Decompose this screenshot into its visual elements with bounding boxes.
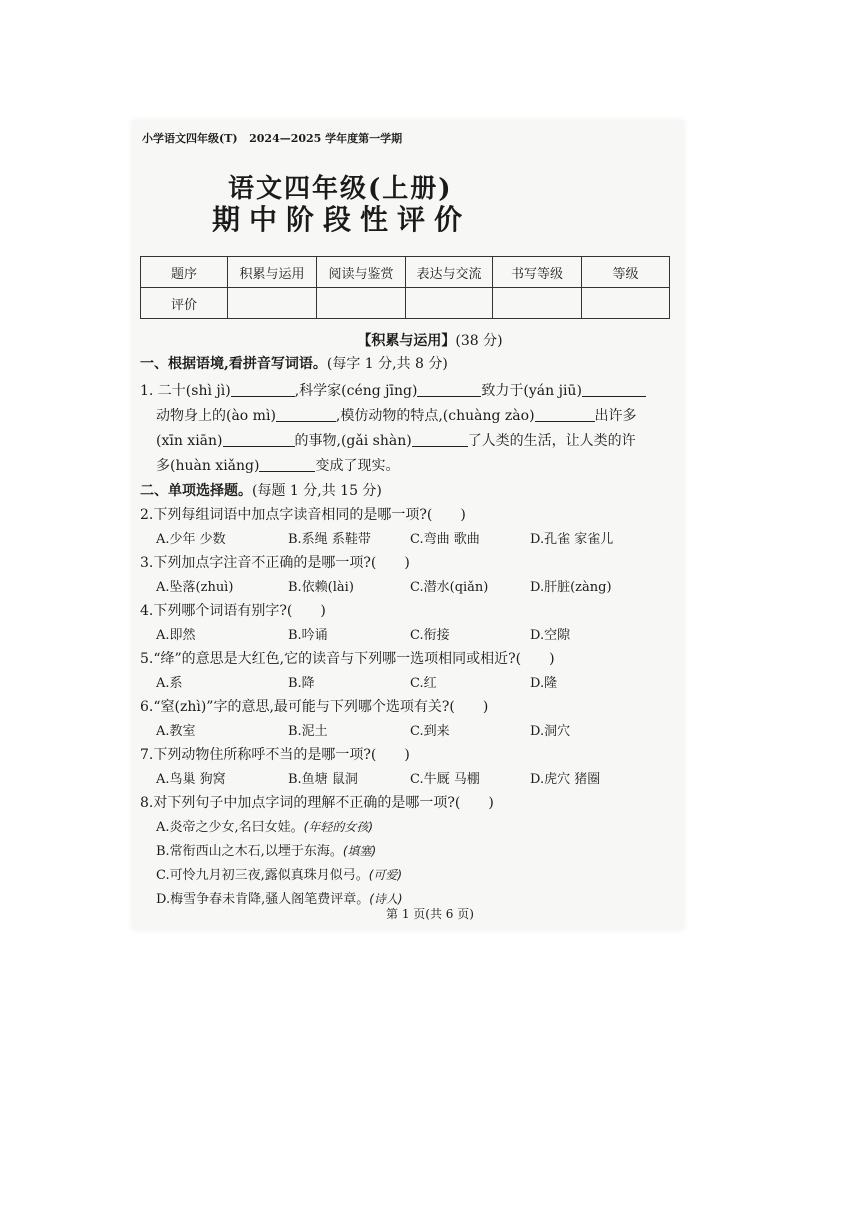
- q4-option-a[interactable]: A.即然: [156, 628, 196, 643]
- score-cell: 题序: [141, 257, 228, 288]
- q1-text: 多(huàn xiǎng): [156, 458, 260, 474]
- q1-line-2: [156, 405, 637, 425]
- q4-option-d[interactable]: D.空隙: [530, 628, 571, 643]
- q7-option-a[interactable]: A.鸟巢 狗窝: [156, 772, 226, 787]
- section-heading: [0, 330, 860, 350]
- part2-note: (每题 1 分,共 15 分): [252, 483, 382, 499]
- header-grade: 小学语文四年级(T): [142, 132, 238, 145]
- q8-option-note: (年轻的女孩): [303, 820, 374, 834]
- title-line-2: 期中阶段性评价: [212, 203, 472, 236]
- q4-option-c[interactable]: C.衔接: [410, 628, 450, 643]
- q1-text: ,科学家(céng jīng): [294, 383, 418, 399]
- q2-option-a[interactable]: A.少年 少数: [156, 532, 226, 547]
- q2-option-d[interactable]: D.孔雀 家雀儿: [530, 532, 614, 547]
- q7-option-c[interactable]: C.牛厩 马棚: [410, 772, 480, 787]
- part1-heading: [140, 353, 448, 373]
- q3-option-c[interactable]: C.潜水(qiǎn): [410, 580, 489, 595]
- q3-option-a[interactable]: A.坠落(zhuì): [156, 580, 234, 595]
- q3-stem: 3.下列加点字注音不正确的是哪一项?( ): [140, 555, 410, 571]
- q1-text: (xīn xiān): [156, 433, 223, 449]
- q1-text: 致力于(yán jiū): [481, 383, 582, 399]
- q1-text: ,模仿动物的特点,(chuàng zào): [335, 408, 535, 424]
- answer-blank[interactable]: [412, 432, 468, 447]
- q6-option-d[interactable]: D.洞穴: [530, 724, 571, 739]
- q6-option-b[interactable]: B.泥土: [288, 724, 328, 739]
- q5-option-b[interactable]: B.降: [288, 676, 315, 691]
- score-input-cell[interactable]: [317, 288, 406, 319]
- q6-option-c[interactable]: C.到来: [410, 724, 450, 739]
- section-title: 【积累与运用】: [357, 333, 456, 349]
- q6-option-a[interactable]: A.教室: [156, 724, 196, 739]
- title-line-1: 语文四年级(上册): [228, 174, 453, 204]
- q3-option-d[interactable]: D.肝脏(zàng): [530, 580, 612, 595]
- answer-blank[interactable]: [535, 407, 595, 422]
- q5-option-a[interactable]: A.系: [156, 676, 183, 691]
- q2-option-c[interactable]: C.弯曲 歌曲: [410, 532, 480, 547]
- q5-option-c[interactable]: C.红: [410, 676, 437, 691]
- q8-option-text: D.梅雪争春未肯降,骚人阁笔费评章。: [156, 892, 370, 907]
- score-cell: 评价: [141, 288, 228, 319]
- score-input-cell[interactable]: [582, 288, 670, 319]
- q8-option-b[interactable]: [156, 840, 376, 859]
- q7-option-d[interactable]: D.虎穴 猪圈: [530, 772, 601, 787]
- score-input-cell[interactable]: [406, 288, 493, 319]
- q1-text: 的事物,(gǎi shàn): [294, 433, 412, 449]
- q8-option-c[interactable]: [156, 864, 402, 883]
- answer-blank[interactable]: [231, 382, 295, 397]
- q2-option-b[interactable]: B.系绳 系鞋带: [288, 532, 371, 547]
- q8-option-text: A.炎帝之少女,名曰女娃。: [156, 820, 304, 835]
- q1-text: 动物身上的(ào mì): [156, 408, 276, 424]
- part1-note: (每字 1 分,共 8 分): [326, 356, 448, 372]
- q5-option-d[interactable]: D.隆: [530, 676, 558, 691]
- answer-blank[interactable]: [259, 457, 315, 472]
- part2-title: 二、单项选择题。: [140, 483, 252, 499]
- score-table-eval-row: [141, 288, 670, 319]
- score-cell: 表达与交流: [406, 257, 493, 288]
- answer-blank[interactable]: [417, 382, 481, 397]
- score-table: [140, 256, 670, 319]
- part1-title: 一、根据语境,看拼音写词语。: [140, 356, 327, 372]
- q8-option-text: C.可怜九月初三夜,露似真珠月似弓。: [156, 868, 369, 883]
- score-cell: 书写等级: [493, 257, 582, 288]
- answer-blank[interactable]: [223, 432, 295, 447]
- q7-option-b[interactable]: B.鱼塘 鼠洞: [288, 772, 358, 787]
- q1-text: 变成了现实。: [315, 458, 400, 474]
- answer-blank[interactable]: [276, 407, 336, 422]
- score-input-cell[interactable]: [228, 288, 317, 319]
- q1-line-4: [156, 455, 399, 475]
- q1-text: 了人类的生活，让人类的许: [467, 433, 636, 449]
- q8-option-a[interactable]: [156, 816, 373, 835]
- score-cell: 积累与运用: [228, 257, 317, 288]
- answer-blank[interactable]: [582, 382, 646, 397]
- q2-stem: 2.下列每组词语中加点字读音相同的是哪一项?( ): [140, 507, 466, 523]
- q6-stem: 6.“窒(zhì)”字的意思,最可能与下列哪个选项有关?( ): [140, 699, 489, 715]
- q3-option-b[interactable]: B.依赖(lài): [288, 580, 354, 595]
- q5-stem: 5.“绛”的意思是大红色,它的读音与下列哪一选项相同或相近?( ): [140, 651, 555, 667]
- q8-option-text: B.常衔西山之木石,以堙于东海。: [156, 844, 343, 859]
- q8-stem: 8.对下列句子中加点字词的理解不正确的是哪一项?( ): [140, 795, 494, 811]
- paper-header: [142, 130, 402, 146]
- header-term: 2024—2025 学年度第一学期: [249, 132, 403, 145]
- score-cell: 等级: [582, 257, 670, 288]
- q1-line-3: [156, 430, 636, 450]
- q4-stem: 4.下列哪个词语有别字?( ): [140, 603, 326, 619]
- q1-line-1: [140, 380, 646, 400]
- score-input-cell[interactable]: [493, 288, 582, 319]
- q8-option-note: (诗人): [369, 892, 403, 906]
- q7-stem: 7.下列动物住所称呼不当的是哪一项?( ): [140, 747, 410, 763]
- score-cell: 阅读与鉴赏: [317, 257, 406, 288]
- q4-option-b[interactable]: B.吟诵: [288, 628, 328, 643]
- page-number: 第 1 页(共 6 页): [386, 907, 474, 921]
- q1-text: 出许多: [594, 408, 637, 424]
- score-table-header-row: [141, 257, 670, 288]
- section-points: (38 分): [455, 333, 503, 349]
- part2-heading: [140, 480, 382, 500]
- q1-text: 1. 二十(shì jì): [140, 383, 231, 399]
- q8-option-note: (填塞): [342, 844, 377, 858]
- q8-option-note: (可爱): [368, 868, 403, 882]
